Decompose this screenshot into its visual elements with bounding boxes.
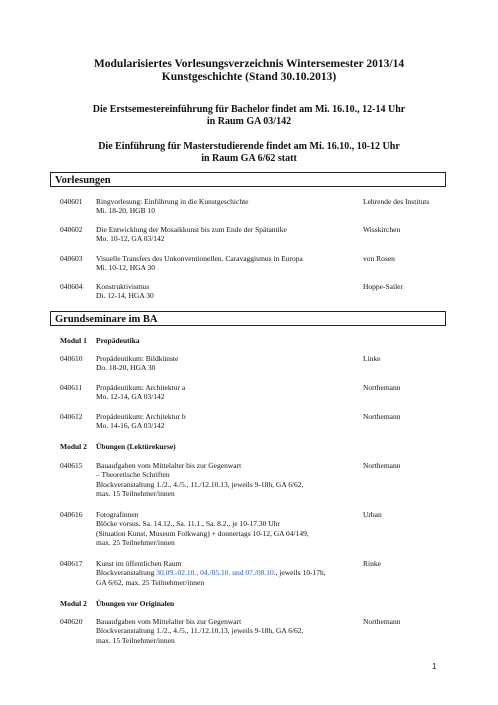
course-title: Propädeutikum: Architektur a bbox=[96, 383, 186, 392]
course-code: 040601 bbox=[60, 197, 83, 206]
document-title bbox=[0, 58, 498, 84]
course-info: Blockveranstaltung 1./2., 4./5., 11./12.10.13, jeweils 9-18h, GA 6/62, bbox=[96, 626, 304, 636]
section-header-grundseminare: Grundseminare im BA bbox=[50, 311, 446, 326]
course-code: 040612 bbox=[60, 412, 83, 421]
course-info: Mo. 10-12, GA 03/142 bbox=[96, 234, 165, 244]
course-teacher: Hoppe-Sailer bbox=[363, 282, 403, 291]
modul-number: Modul 1 bbox=[60, 336, 87, 345]
course-teacher: Northemann bbox=[363, 461, 401, 470]
course-title: Propädeutikum: Architektur b bbox=[96, 412, 186, 421]
course-teacher: Urban bbox=[363, 510, 382, 519]
modul-name: Übungen (Lektürekurse) bbox=[96, 442, 176, 451]
course-code: 040604 bbox=[60, 282, 83, 291]
course-code: 040602 bbox=[60, 225, 83, 234]
course-teacher: Wisskirchen bbox=[363, 225, 401, 234]
section-header-vorlesungen: Vorlesungen bbox=[50, 172, 446, 187]
course-info-prefix: Blockveranstaltung bbox=[96, 568, 157, 578]
course-teacher: Northemann bbox=[363, 383, 401, 392]
course-code: 040610 bbox=[60, 354, 83, 363]
course-info: Mi. 18-20, HGB 10 bbox=[96, 206, 155, 216]
course-title: Konstruktivismus bbox=[96, 282, 150, 291]
course-teacher: Northemann bbox=[363, 617, 401, 626]
course-title: Fotografinnen bbox=[96, 510, 139, 519]
master-notice-line-1: Die Einführung für Masterstudierende findet am Mi. 16.10., 10-12 Uhr bbox=[98, 141, 400, 152]
course-title: Propädeutikum: Bildkünste bbox=[96, 354, 179, 363]
page-number: 1 bbox=[432, 662, 437, 671]
course-capacity: max. 15 Teilnehmer/innen bbox=[96, 489, 175, 499]
course-code: 040615 bbox=[60, 461, 83, 470]
course-capacity: max. 15 Teilnehmer/innen bbox=[96, 635, 175, 645]
bachelor-notice-line-1: Die Erstsemestereinführung für Bachelor findet am Mi. 16.10., 12-14 Uhr bbox=[92, 104, 406, 115]
bachelor-notice bbox=[0, 104, 498, 128]
course-teacher: von Rosen bbox=[363, 254, 395, 263]
modul-number: Modul 2 bbox=[60, 442, 87, 451]
course-teacher: Northemann bbox=[363, 412, 401, 421]
course-code: 040616 bbox=[60, 510, 83, 519]
modul-number: Modul 2 bbox=[60, 599, 87, 608]
course-capacity: max. 25 Teilnehmer/innen bbox=[96, 538, 175, 548]
course-subtitle: – Theoretische Schriften bbox=[96, 470, 170, 480]
course-title: Die Entwicklung der Mosaikkunst bis zum Ende der Spätantike bbox=[96, 225, 287, 234]
course-info: Do. 18-20, HGA 30 bbox=[96, 363, 156, 373]
course-code: 040617 bbox=[60, 559, 83, 568]
course-info-2: (Situation Kunst, Museum Folkwang) + donnertags 10-12, GA 04/149, bbox=[96, 528, 309, 538]
course-code: 040620 bbox=[60, 617, 83, 626]
modul-name: Propädeutika bbox=[96, 336, 140, 345]
modul-name: Übungen vor Originalen bbox=[96, 599, 175, 608]
course-teacher: Rinke bbox=[363, 559, 381, 568]
course-teacher: Linke bbox=[363, 354, 381, 363]
course-info: Mo. 14-16, GA 03/142 bbox=[96, 421, 165, 431]
course-title: Kunst im öffentlichen Raum bbox=[96, 559, 182, 568]
title-line-2: Kunstgeschichte (Stand 30.10.2013) bbox=[161, 71, 337, 83]
bachelor-notice-line-2: in Raum GA 03/142 bbox=[206, 116, 292, 127]
course-info: Blöcke vorsus. Sa. 14.12., Sa. 11.1., Sa. 8.2., je 10-17.30 Uhr bbox=[96, 519, 280, 529]
course-info: Mo. 12-14, GA 03/142 bbox=[96, 392, 165, 402]
title-line-1: Modularisiertes Vorlesungsverzeichnis Wintersemester 2013/14 bbox=[93, 58, 405, 70]
course-code: 040611 bbox=[60, 383, 83, 392]
course-title: Bauaufgaben vom Mittelalter bis zur Gegenwart bbox=[96, 461, 242, 470]
master-notice-line-2: in Raum GA 6/62 statt bbox=[201, 153, 297, 164]
course-info: Mi. 10-12, HGA 30 bbox=[96, 263, 155, 273]
course-title: Visuelle Transfers des Unkonventionellen. Caravaggismus in Europa bbox=[96, 254, 303, 263]
course-info-suffix: , jeweils 10-17h, bbox=[275, 568, 326, 578]
course-info: Di. 12-14, HGA 30 bbox=[96, 291, 154, 301]
course-title: Ringvorlesung: Einführung in die Kunstgeschichte bbox=[96, 197, 249, 206]
course-info: Blockveranstaltung 1./2., 4./5., 11./12.10.13, jeweils 9-18h, GA 6/62, bbox=[96, 479, 304, 489]
course-info bbox=[96, 568, 358, 577]
course-code: 040603 bbox=[60, 254, 83, 263]
course-capacity: GA 6/62, max. 25 Teilnehmer/innen bbox=[96, 577, 205, 587]
course-dates-highlight: 30.09.-02.10.; 04./05.10. und 07./08.10. bbox=[156, 568, 276, 578]
course-title: Bauaufgaben vom Mittelalter bis zur Gegenwart bbox=[96, 617, 242, 626]
course-teacher: Lehrende des Instituts bbox=[363, 197, 430, 206]
master-notice bbox=[0, 141, 498, 165]
